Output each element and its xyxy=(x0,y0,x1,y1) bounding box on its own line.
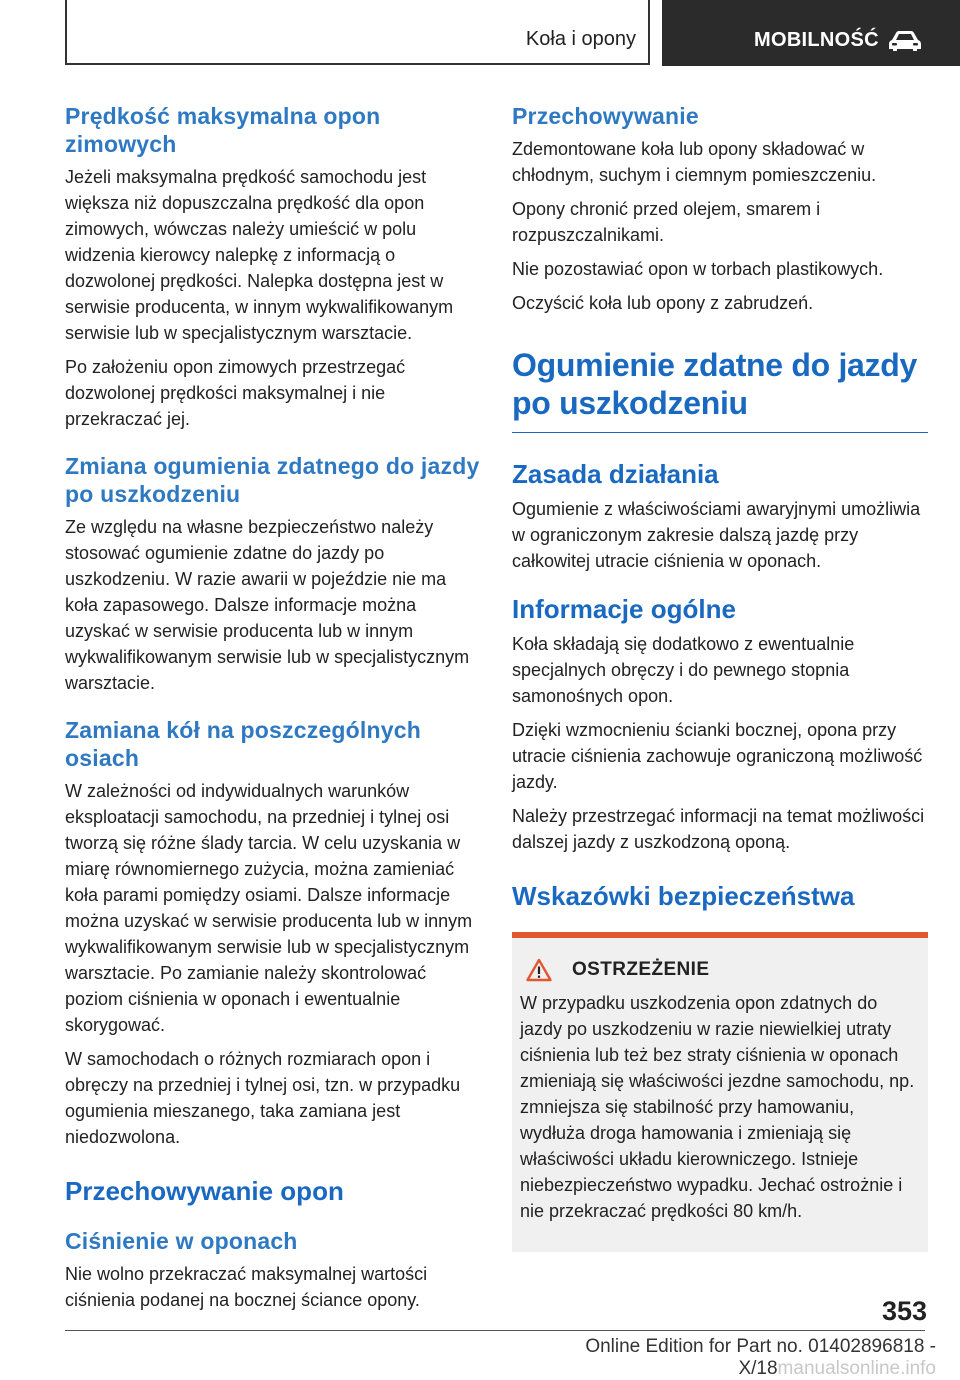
footer-edition xyxy=(440,1336,936,1380)
heading-safety: Wskazówki bezpieczeństwa xyxy=(512,881,855,911)
section-tab xyxy=(662,0,960,66)
watermark-site: manualsonline.info xyxy=(777,1358,936,1379)
paragraph: Nie wolno przekraczać maksymalnej wartości ciśnienia podanej na bocznej ściance opony. xyxy=(65,1264,428,1310)
warning-title: OSTRZEŻENIE xyxy=(572,959,710,980)
page-number: 353 xyxy=(881,1296,927,1326)
car-icon xyxy=(888,30,922,52)
edition-text: Online Edition for Part no. 01402896818 - X/18 xyxy=(585,1336,936,1379)
warning-header xyxy=(520,958,920,982)
paragraph: Nie pozostawiać opon w torbach plastikowych. xyxy=(512,259,884,279)
heading-tire-storage: Przechowywanie opon xyxy=(65,1176,344,1206)
right-column xyxy=(512,102,928,1252)
paragraph: Zdemontowane koła lub opony składować w chłodnym, suchym i ciemnym pomieszczeniu. xyxy=(512,139,877,185)
paragraph: Po założeniu opon zimowych przestrzegać dozwolonej prędkości maksymalnej i nie przekraczać jej. xyxy=(65,357,406,429)
paragraph: Opony chronić przed olejem, smarem i rozpuszczalnikami. xyxy=(512,199,821,245)
heading-storage: Przechowywanie xyxy=(512,103,699,129)
paragraph: Oczyścić koła lub opony z zabrudzeń. xyxy=(512,293,814,313)
heading-winter-speed: Prędkość maksymalna opon zimowych xyxy=(65,103,381,157)
chapter-title: Koła i opony xyxy=(525,28,636,50)
paragraph: Ogumienie z właściwościami awaryjnymi umożliwia w ograniczonym zakresie dalszą jazdę przy całkowitej utracie ciśnienia w oponach. xyxy=(512,499,921,571)
left-column xyxy=(65,102,480,1313)
paragraph: Jeżeli maksymalna prędkość samochodu jest większa niż dopuszczalna prędkość dla opon zimowych, wówczas należy umieścić w polu widzenia kierowcy nalepkę z informacją o dozwolonej prędkości. Nalepka dostępna jest w serwisie producenta, w innym wykwalifikowanym serwisie lub w specjalistycznym warsztacie. xyxy=(65,167,454,343)
paragraph: Należy przestrzegać informacji na temat możliwości dalszej jazdy z uszkodzoną oponą. xyxy=(512,806,925,852)
heading-runflat: Ogumienie zdatne do jazdy po uszkodzeniu xyxy=(512,347,918,421)
paragraph: Koła składają się dodatkowo z ewentualnie specjalnych obręczy i do pewnego stopnia samonośnych opon. xyxy=(512,634,855,706)
header-left-rule xyxy=(65,0,67,64)
heading-principle: Zasada działania xyxy=(512,459,719,489)
footer-rule xyxy=(65,1330,925,1331)
warning-box xyxy=(512,932,928,1252)
heading-general-info: Informacje ogólne xyxy=(512,594,736,624)
paragraph: W zależności od indywidualnych warunków eksploatacji samochodu, na przedniej i tylnej osi tworzą się różne ślady tarcia. W celu uzyskania w miarę równomiernego zużycia, można zamieniać koła parami pomiędzy osiami. Dalsze informacje można uzyskać w serwisie producenta lub w innym wykwalifikowanym serwisie lub w specjalistycznym warsztacie. Po zamianie należy skontrolować poziom ciśnienia w oponach i ewentualnie skorygować. xyxy=(65,781,473,1035)
heading-wheel-swap: Zamiana kół na poszczególnych osiach xyxy=(65,717,421,771)
header-bottom-rule xyxy=(65,63,650,65)
warning-text: W przypadku uszkodzenia opon zdatnych do jazdy po uszkodzeniu w razie niewielkiej utraty ciśnienia lub też bez straty ciśnienia w oponach zmieniają się właściwości jezdne samochodu, np. zmniejsza się stabilność przy hamowaniu, wydłuża droga hamowania i zmieniają się właściwości układu kierowniczego. Istnieje niebezpieczeństwo wypadku. Jechać ostrożnie i nie przekraczać prędkości 80 km/h. xyxy=(520,993,915,1221)
heading-rule xyxy=(512,432,928,433)
heading-tire-pressure: Ciśnienie w oponach xyxy=(65,1228,298,1254)
paragraph: Ze względu na własne bezpieczeństwo należy stosować ogumienie zdatne do jazdy po uszkodzeniu. W razie awarii w pojeździe nie ma koła zapasowego. Dalsze informacje można uzyskać w serwisie producenta lub w innym wykwalifikowanym serwisie lub w specjalistycznym warsztacie. xyxy=(65,517,470,693)
paragraph: Dzięki wzmocnieniu ścianki bocznej, opona przy utracie ciśnienia zachowuje ograniczoną możliwość jazdy. xyxy=(512,720,923,792)
warning-triangle-icon xyxy=(526,958,552,982)
heading-runflat-change: Zmiana ogumienia zdatnego do jazdy po uszkodzeniu xyxy=(65,453,480,507)
section-label: MOBILNOŚĆ xyxy=(754,29,879,51)
header-right-rule xyxy=(648,0,650,64)
paragraph: W samochodach o różnych rozmiarach opon i obręczy na przedniej i tylnej osi, tzn. w przypadku ogumienia mieszanego, taka zamiana jest niedozwolona. xyxy=(65,1049,461,1147)
